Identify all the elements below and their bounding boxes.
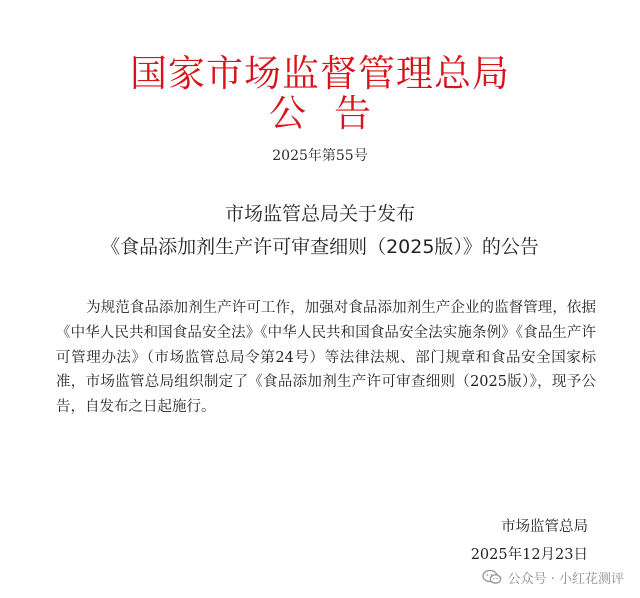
body-paragraph: 为规范食品添加剂生产许可工作，加强对食品添加剂生产企业的监督管理，依据《中华人民共和国食品安全法》《中华人民共和国食品安全法实施条例》《食品生产许可管理办法》（市场监管总局令第24号）等法律法规、部门规章和食品安全国家标准，市场监管总局组织制定了《食品添加剂生产许可审查细则（2025版）》，现予公告，自发布之日起施行。 bbox=[56, 300, 596, 416]
watermark-text: 公众号 · 小红花测评 bbox=[507, 571, 624, 587]
notice-heading: 公告 bbox=[269, 92, 399, 135]
agency-name: 国家市场监督管理总局 bbox=[130, 52, 510, 95]
issue-date: 2025年12月23日 bbox=[470, 547, 588, 563]
signer: 市场监管总局 bbox=[501, 519, 588, 535]
watermark bbox=[482, 566, 624, 588]
document-number: 2025年第55号 bbox=[272, 148, 368, 164]
announcement-title-line2: 《食品添加剂生产许可审查细则（2025版）》的公告 bbox=[101, 236, 539, 258]
announcement-title-line1: 市场监管总局关于发布 bbox=[224, 203, 415, 225]
announcement-body bbox=[56, 296, 596, 420]
wechat-icon bbox=[482, 569, 502, 585]
